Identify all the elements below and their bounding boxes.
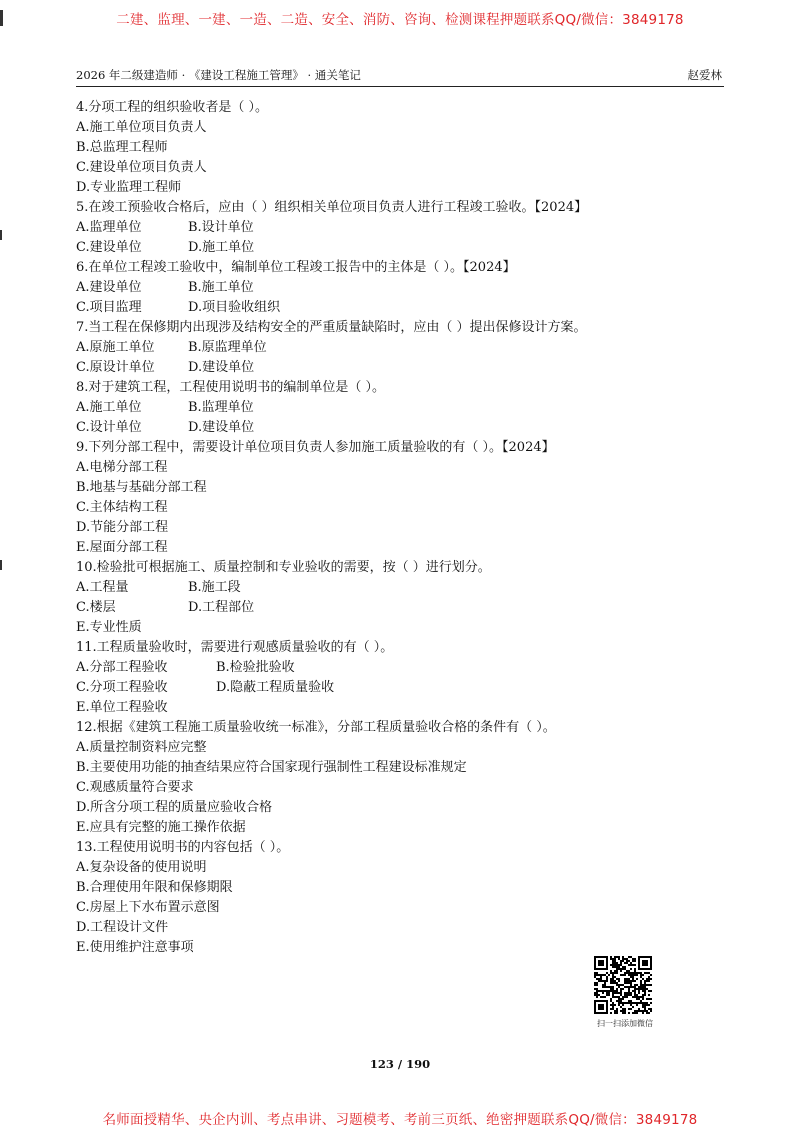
answer-option: D.节能分部工程 [76, 520, 169, 535]
question-stem: 9.下列分部工程中，需要设计单位项目负责人参加施工质量验收的有（ ）。【2024】 [76, 440, 555, 455]
question-block [76, 838, 716, 958]
answer-option: C.设计单位 [76, 420, 142, 435]
options-list [76, 118, 716, 198]
options-list [76, 458, 716, 558]
answer-option: D.建设单位 [188, 360, 255, 375]
options-grid [76, 338, 716, 378]
answer-option: A.原施工单位 [76, 340, 155, 355]
page-header [76, 66, 724, 87]
question-list [76, 98, 716, 958]
answer-option: A.复杂设备的使用说明 [76, 860, 207, 875]
question-stem: 13.工程使用说明书的内容包括（ ）。 [76, 840, 290, 855]
answer-option: B.设计单位 [188, 220, 254, 235]
answer-option: B.地基与基础分部工程 [76, 480, 207, 495]
answer-option: D.工程设计文件 [76, 920, 169, 935]
question-stem: 7.当工程在保修期内出现涉及结构安全的严重质量缺陷时，应由（ ）提出保修设计方案。 [76, 320, 587, 335]
scan-edge-mark [0, 10, 3, 26]
scan-edge-mark [0, 230, 2, 240]
options-grid [76, 578, 716, 618]
answer-option: A.施工单位项目负责人 [76, 120, 207, 135]
answer-option: A.施工单位 [76, 400, 142, 415]
answer-option: B.主要使用功能的抽查结果应符合国家现行强制性工程建设标准规定 [76, 760, 467, 775]
answer-option: D.隐蔽工程质量验收 [216, 680, 335, 695]
answer-option: C.项目监理 [76, 300, 142, 315]
options-grid [76, 218, 716, 258]
question-block [76, 198, 716, 258]
question-block [76, 98, 716, 198]
answer-option: A.质量控制资料应完整 [76, 740, 207, 755]
answer-option: B.施工单位 [188, 280, 254, 295]
answer-option: C.房屋上下水布置示意图 [76, 900, 220, 915]
question-stem: 4.分项工程的组织验收者是（ ）。 [76, 100, 269, 115]
header-title: 2026 年二级建造师 · 《建设工程施工管理》 · 通关笔记 [76, 68, 361, 82]
question-stem: 10.检验批可根据施工、质量控制和专业验收的需要，按（ ）进行划分。 [76, 560, 491, 575]
answer-option: B.原监理单位 [188, 340, 267, 355]
answer-option: D.专业监理工程师 [76, 180, 182, 195]
bottom-promo-banner: 名师面授精华、央企内训、考点串讲、习题模考、考前三页纸、绝密押题联系QQ/微信：3849178 [102, 1112, 698, 1128]
answer-option: D.施工单位 [188, 240, 255, 255]
answer-option: C.建设单位项目负责人 [76, 160, 207, 175]
question-block [76, 558, 716, 638]
answer-option: C.分项工程验收 [76, 680, 168, 695]
qr-caption: 扫一扫添加微信 [597, 1019, 653, 1028]
answer-option: A.工程量 [76, 580, 129, 595]
answer-option: E.应具有完整的施工操作依据 [76, 820, 246, 835]
options-grid [76, 398, 716, 438]
answer-option: D.建设单位 [188, 420, 255, 435]
question-block [76, 438, 716, 558]
question-block [76, 638, 716, 718]
answer-option: D.所含分项工程的质量应验收合格 [76, 800, 273, 815]
answer-option: A.建设单位 [76, 280, 142, 295]
scan-edge-mark [0, 560, 2, 570]
question-stem: 11.工程质量验收时，需要进行观感质量验收的有（ ）。 [76, 640, 394, 655]
answer-option: B.总监理工程师 [76, 140, 168, 155]
header-author: 赵爱林 [687, 68, 722, 82]
question-block [76, 378, 716, 438]
options-grid [76, 658, 716, 698]
answer-option: E.屋面分部工程 [76, 540, 168, 555]
question-stem: 6.在单位工程竣工验收中，编制单位工程竣工报告中的主体是（ ）。【2024】 [76, 260, 516, 275]
qr-code [594, 956, 652, 1014]
answer-option: C.楼层 [76, 600, 116, 615]
options-list [76, 738, 716, 838]
question-block [76, 318, 716, 378]
answer-option: B.检验批验收 [216, 660, 295, 675]
question-block [76, 718, 716, 838]
answer-option: C.观感质量符合要求 [76, 780, 194, 795]
question-block [76, 258, 716, 318]
options-grid [76, 278, 716, 318]
answer-option: A.监理单位 [76, 220, 142, 235]
answer-option: E.单位工程验收 [76, 700, 168, 715]
question-stem: 8.对于建筑工程，工程使用说明书的编制单位是（ ）。 [76, 380, 386, 395]
answer-option: A.电梯分部工程 [76, 460, 168, 475]
answer-option: D.项目验收组织 [188, 300, 281, 315]
answer-option: E.使用维护注意事项 [76, 940, 194, 955]
answer-option: C.主体结构工程 [76, 500, 168, 515]
answer-option: A.分部工程验收 [76, 660, 168, 675]
answer-option: C.原设计单位 [76, 360, 155, 375]
options-list [76, 858, 716, 958]
answer-option: D.工程部位 [188, 600, 255, 615]
question-stem: 5.在竣工预验收合格后，应由（ ）组织相关单位项目负责人进行工程竣工验收。【2024】 [76, 200, 588, 215]
answer-option: B.监理单位 [188, 400, 254, 415]
answer-option: B.施工段 [188, 580, 241, 595]
answer-option: B.合理使用年限和保修期限 [76, 880, 233, 895]
question-stem: 12.根据《建筑工程施工质量验收统一标准》，分部工程质量验收合格的条件有（ ）。 [76, 720, 556, 735]
top-promo-banner: 二建、监理、一建、一造、二造、安全、消防、咨询、检测课程押题联系QQ/微信：3849178 [116, 12, 684, 28]
answer-option: C.建设单位 [76, 240, 142, 255]
page-number: 123 / 190 [369, 1057, 431, 1071]
answer-option: E.专业性质 [76, 620, 142, 635]
